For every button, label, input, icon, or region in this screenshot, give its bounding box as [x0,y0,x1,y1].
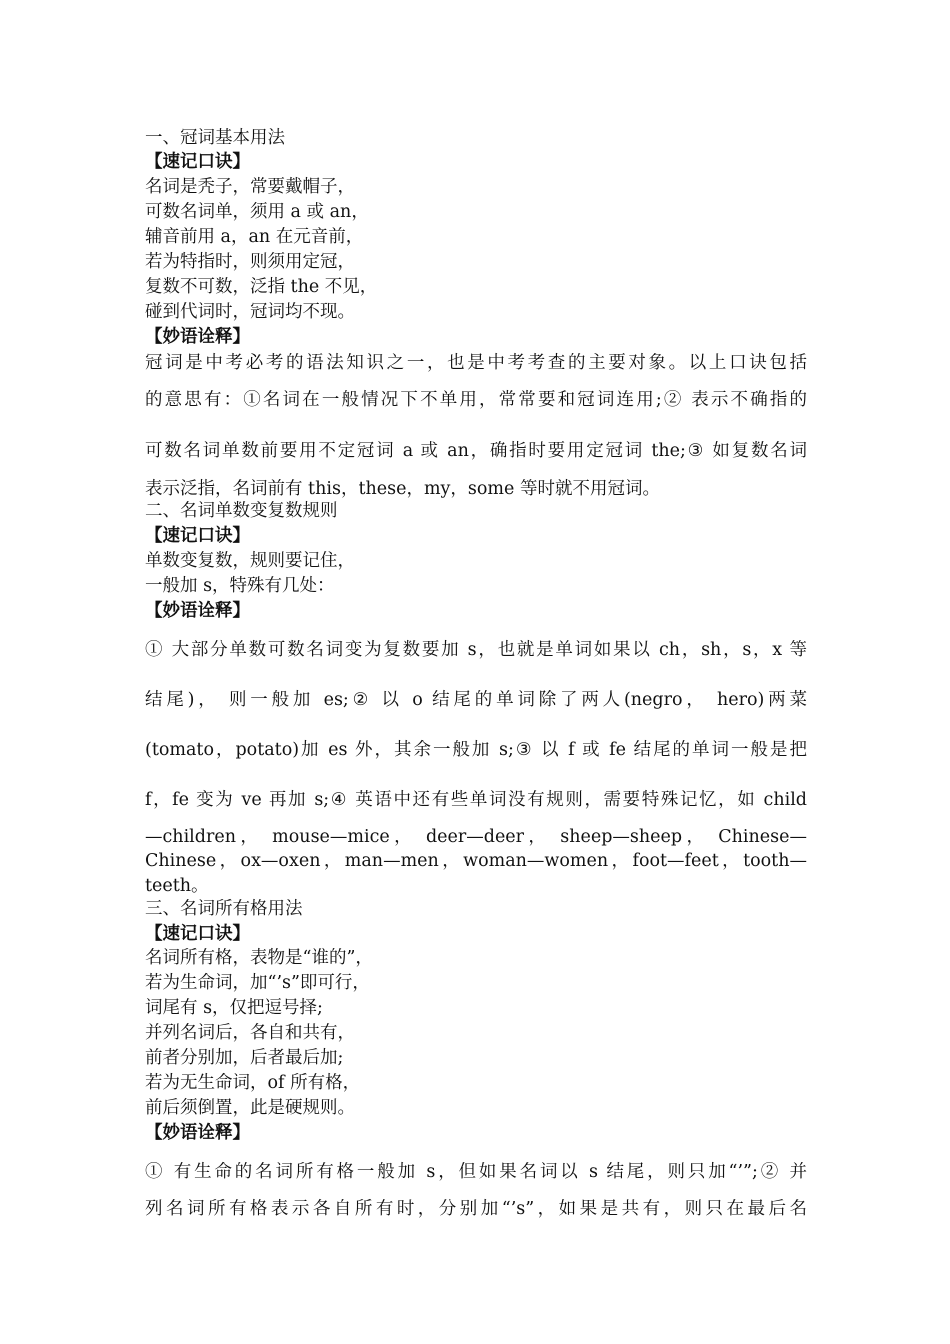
mnemonic-line: 词尾有 s，仅把逗号择; [145,998,323,1018]
mnemonic-line: 前后须倒置，此是硬规则。 [145,1098,355,1118]
mnemonic-line: 辅音前用 a，an 在元音前， [145,227,364,247]
mnemonic-label: 【速记口诀】 [145,924,250,944]
paragraph-line: Chinese，ox—oxen，man—men，woman—women，foot—feet，tooth— [145,851,807,871]
paragraph-line: 结尾)， 则一般加 es;② 以 o 结尾的单词除了两人(negro， hero)两菜 [145,690,807,710]
paragraph-line: 可数名词单数前要用不定冠词 a 或 an，确指时要用定冠词 the;③ 如复数名词 [145,441,807,461]
section-heading: 一、冠词基本用法 [145,128,285,148]
paragraph-line: ① 大部分单数可数名词变为复数要加 s，也就是单词如果以 ch，sh，s，x 等 [145,640,807,660]
mnemonic-line: 名词所有格，表物是“谁的”， [145,948,373,968]
paragraph-line: 冠词是中考必考的语法知识之一，也是中考考查的主要对象。以上口诀包括 [145,353,807,373]
explain-label: 【妙语诠释】 [145,327,250,347]
mnemonic-label: 【速记口诀】 [145,152,250,172]
mnemonic-line: 单数变复数，规则要记住， [145,551,355,571]
mnemonic-line: 复数不可数，泛指 the 不见， [145,277,378,297]
explain-label: 【妙语诠释】 [145,601,250,621]
mnemonic-line: 若为特指时，则须用定冠， [145,252,355,272]
explain-label: 【妙语诠释】 [145,1123,250,1143]
mnemonic-line: 可数名词单，须用 a 或 an， [145,202,369,222]
paragraph-line: 列名词所有格表示各自所有时，分别加“’s”，如果是共有，则只在最后名 [145,1199,807,1219]
paragraph-line: teeth。 [145,876,209,896]
paragraph-line: f，fe 变为 ve 再加 s;④ 英语中还有些单词没有规则，需要特殊记忆，如 child [145,790,807,810]
mnemonic-label: 【速记口诀】 [145,526,250,546]
mnemonic-line: 若为无生命词，of 所有格， [145,1073,361,1093]
mnemonic-line: 并列名词后，各自和共有， [145,1023,355,1043]
section-heading: 三、名词所有格用法 [145,899,303,919]
mnemonic-line: 名词是秃子，常要戴帽子， [145,177,355,197]
paragraph-line: (tomato，potato)加 es 外，其余一般加 s;③ 以 f 或 fe 结尾的单词一般是把 [145,740,807,760]
mnemonic-line: 前者分别加，后者最后加; [145,1048,344,1068]
mnemonic-line: 若为生命词，加“’s”即可行， [145,973,370,993]
mnemonic-line: 一般加 s，特殊有几处： [145,576,335,596]
paragraph-line: ① 有生命的名词所有格一般加 s，但如果名词以 s 结尾，则只加“’”;② 并 [145,1162,807,1182]
paragraph-line: —children， mouse—mice， deer—deer， sheep—sheep， Chinese— [145,827,807,847]
paragraph-line: 表示泛指，名词前有 this，these，my，some 等时就不用冠词。 [145,479,660,499]
mnemonic-line: 碰到代词时，冠词均不现。 [145,302,355,322]
paragraph-line: 的意思有：①名词在一般情况下不单用，常常要和冠词连用;② 表示不确指的 [145,390,807,410]
section-heading: 二、名词单数变复数规则 [145,501,338,521]
